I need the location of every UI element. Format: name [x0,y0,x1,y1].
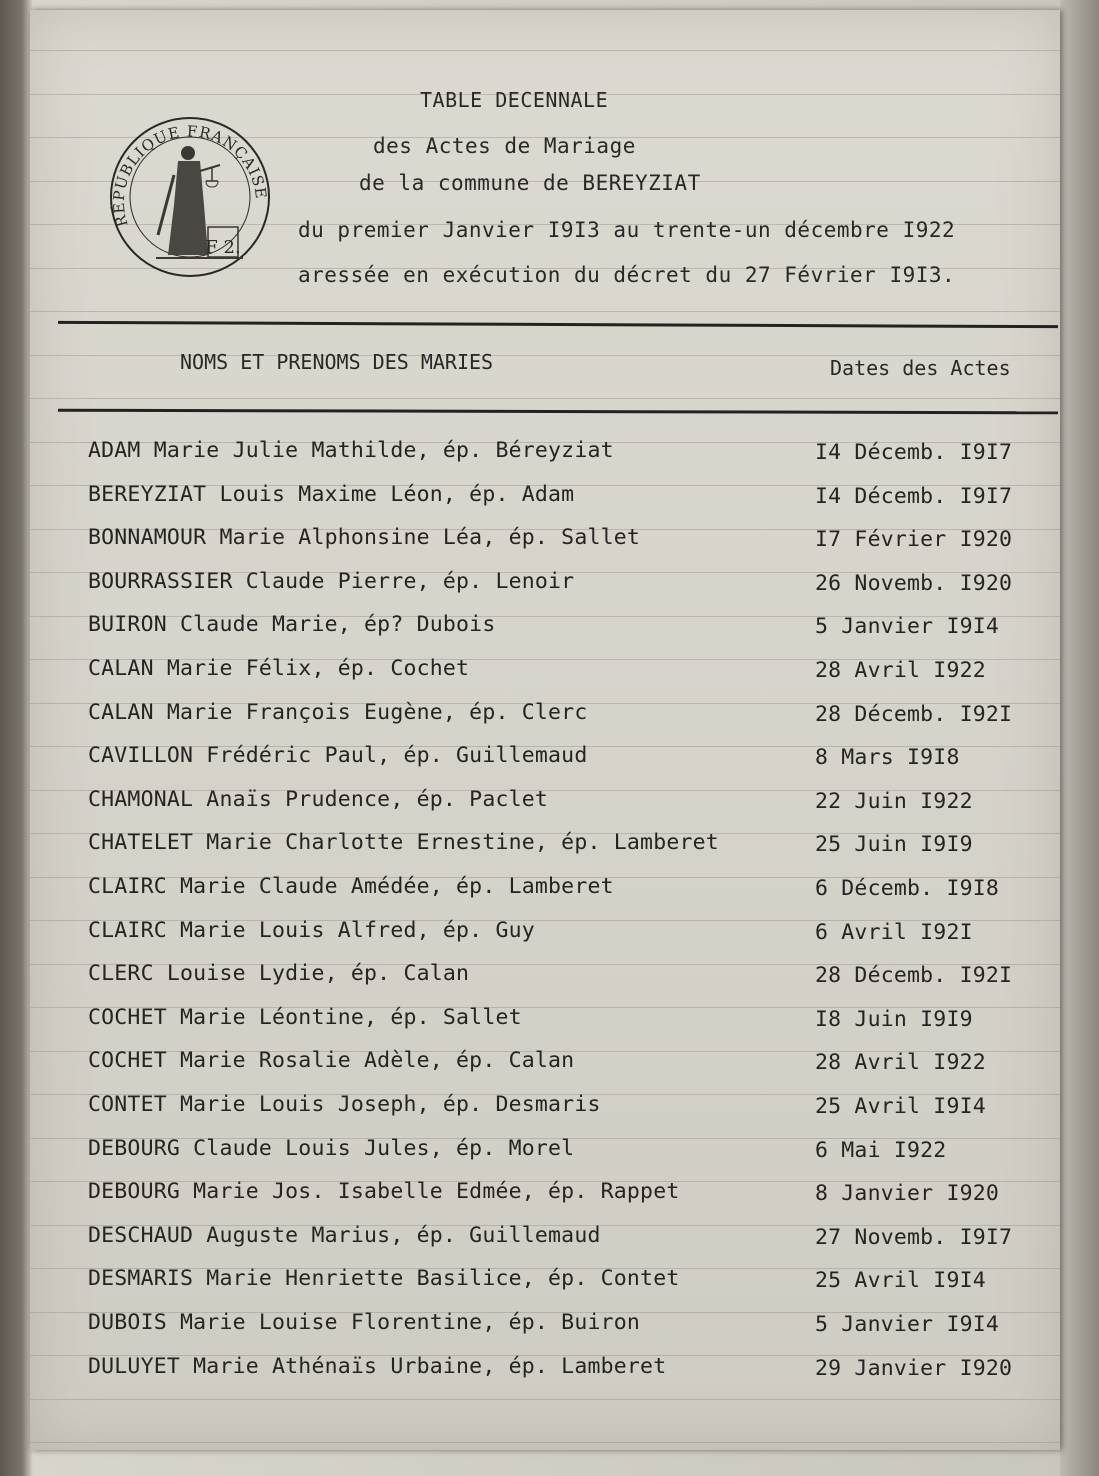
spouse-name: COCHET Marie Léontine, ép. Sallet [88,1005,522,1030]
spouse-name: COCHET Marie Rosalie Adèle, ép. Calan [88,1048,575,1073]
act-date: 8 Janvier I920 [815,1181,1000,1206]
ruled-line [30,1442,1060,1443]
spouse-name: BEREYZIAT Louis Maxime Léon, ép. Adam [88,482,575,507]
act-date: I4 Décemb. I9I7 [815,484,1013,509]
spouse-name: DULUYET Marie Athénaïs Urbaine, ép. Lamberet [88,1354,667,1379]
act-date: I7 Février I920 [815,527,1013,552]
svg-text:RÉPUBLIQUE FRANÇAISE: RÉPUBLIQUE FRANÇAISE [109,122,271,229]
spouse-name: DEBOURG Marie Jos. Isabelle Edmée, ép. Rappet [88,1179,680,1204]
spouse-name: BUIRON Claude Marie, ép? Dubois [88,612,496,637]
act-date: I4 Décemb. I9I7 [815,440,1013,465]
spouse-name: CALAN Marie Félix, ép. Cochet [88,656,470,681]
act-date: 28 Avril I922 [815,658,986,683]
spouse-name: DESCHAUD Auguste Marius, ép. Guillemaud [88,1223,601,1248]
spouse-name: BOURRASSIER Claude Pierre, ép. Lenoir [88,569,575,594]
ruled-line [30,398,1060,399]
spouse-name: CLAIRC Marie Claude Amédée, ép. Lamberet [88,874,614,899]
act-date: 6 Avril I92I [815,920,973,945]
act-date: 28 Décemb. I92I [815,963,1013,988]
ruled-line [30,1399,1060,1400]
spouse-name: CHATELET Marie Charlotte Ernestine, ép. Lamberet [88,830,719,855]
spouse-name: DUBOIS Marie Louise Florentine, ép. Buiron [88,1310,641,1335]
ruled-line [30,311,1060,312]
header-top-rule [58,321,1058,328]
subtitle-actes: des Actes de Mariage [373,134,636,158]
ruled-line [30,50,1060,51]
act-date: 5 Janvier I9I4 [815,1312,1000,1337]
act-date: 25 Avril I9I4 [815,1094,986,1119]
table-title: TABLE DECENNALE [420,88,609,112]
act-date: 27 Novemb. I9I7 [815,1225,1013,1250]
spouse-name: CALAN Marie François Eugène, ép. Clerc [88,700,588,725]
spouse-name: BONNAMOUR Marie Alphonsine Léa, ép. Sallet [88,525,641,550]
act-date: 25 Juin I9I9 [815,832,973,857]
spouse-name: DEBOURG Claude Louis Jules, ép. Morel [88,1136,575,1161]
act-date: 22 Juin I922 [815,789,973,814]
spouse-name: DESMARIS Marie Henriette Basilice, ép. Contet [88,1266,680,1291]
spouse-name: CLERC Louise Lydie, ép. Calan [88,961,470,986]
spouse-name: CLAIRC Marie Louis Alfred, ép. Guy [88,918,535,943]
spouse-name: CHAMONAL Anaïs Prudence, ép. Paclet [88,787,549,812]
page-stack-edge [1060,0,1099,1476]
act-date: 28 Décemb. I92I [815,702,1013,727]
document-page [30,10,1060,1450]
svg-text:F 2.: F 2. [205,237,241,258]
subtitle-commune: de la commune de BEREYZIAT [359,171,701,195]
act-date: 28 Avril I922 [815,1050,986,1075]
spouse-name: CONTET Marie Louis Joseph, ép. Desmaris [88,1092,601,1117]
subtitle-period: du premier Janvier I9I3 au trente-un décembre I922 [298,218,956,242]
spouse-name: ADAM Marie Julie Mathilde, ép. Béreyziat [88,438,614,463]
act-date: 6 Décemb. I9I8 [815,876,1000,901]
subtitle-decree: aressée en exécution du décret du 27 Février I9I3. [298,263,956,287]
act-date: 6 Mai I922 [815,1138,947,1163]
spouse-name: CAVILLON Frédéric Paul, ép. Guillemaud [88,743,588,768]
act-date: 5 Janvier I9I4 [815,614,1000,639]
act-date: 29 Janvier I920 [815,1356,1013,1381]
act-date: 25 Avril I9I4 [815,1268,986,1293]
act-date: 26 Novemb. I920 [815,571,1013,596]
column-header-dates: Dates des Actes [830,356,1011,380]
act-date: 8 Mars I9I8 [815,745,960,770]
column-header-names: NOMS ET PRENOMS DES MARIES [180,350,494,374]
header-bottom-rule [58,409,1058,415]
republique-francaise-seal [108,115,273,280]
act-date: I8 Juin I9I9 [815,1007,973,1032]
